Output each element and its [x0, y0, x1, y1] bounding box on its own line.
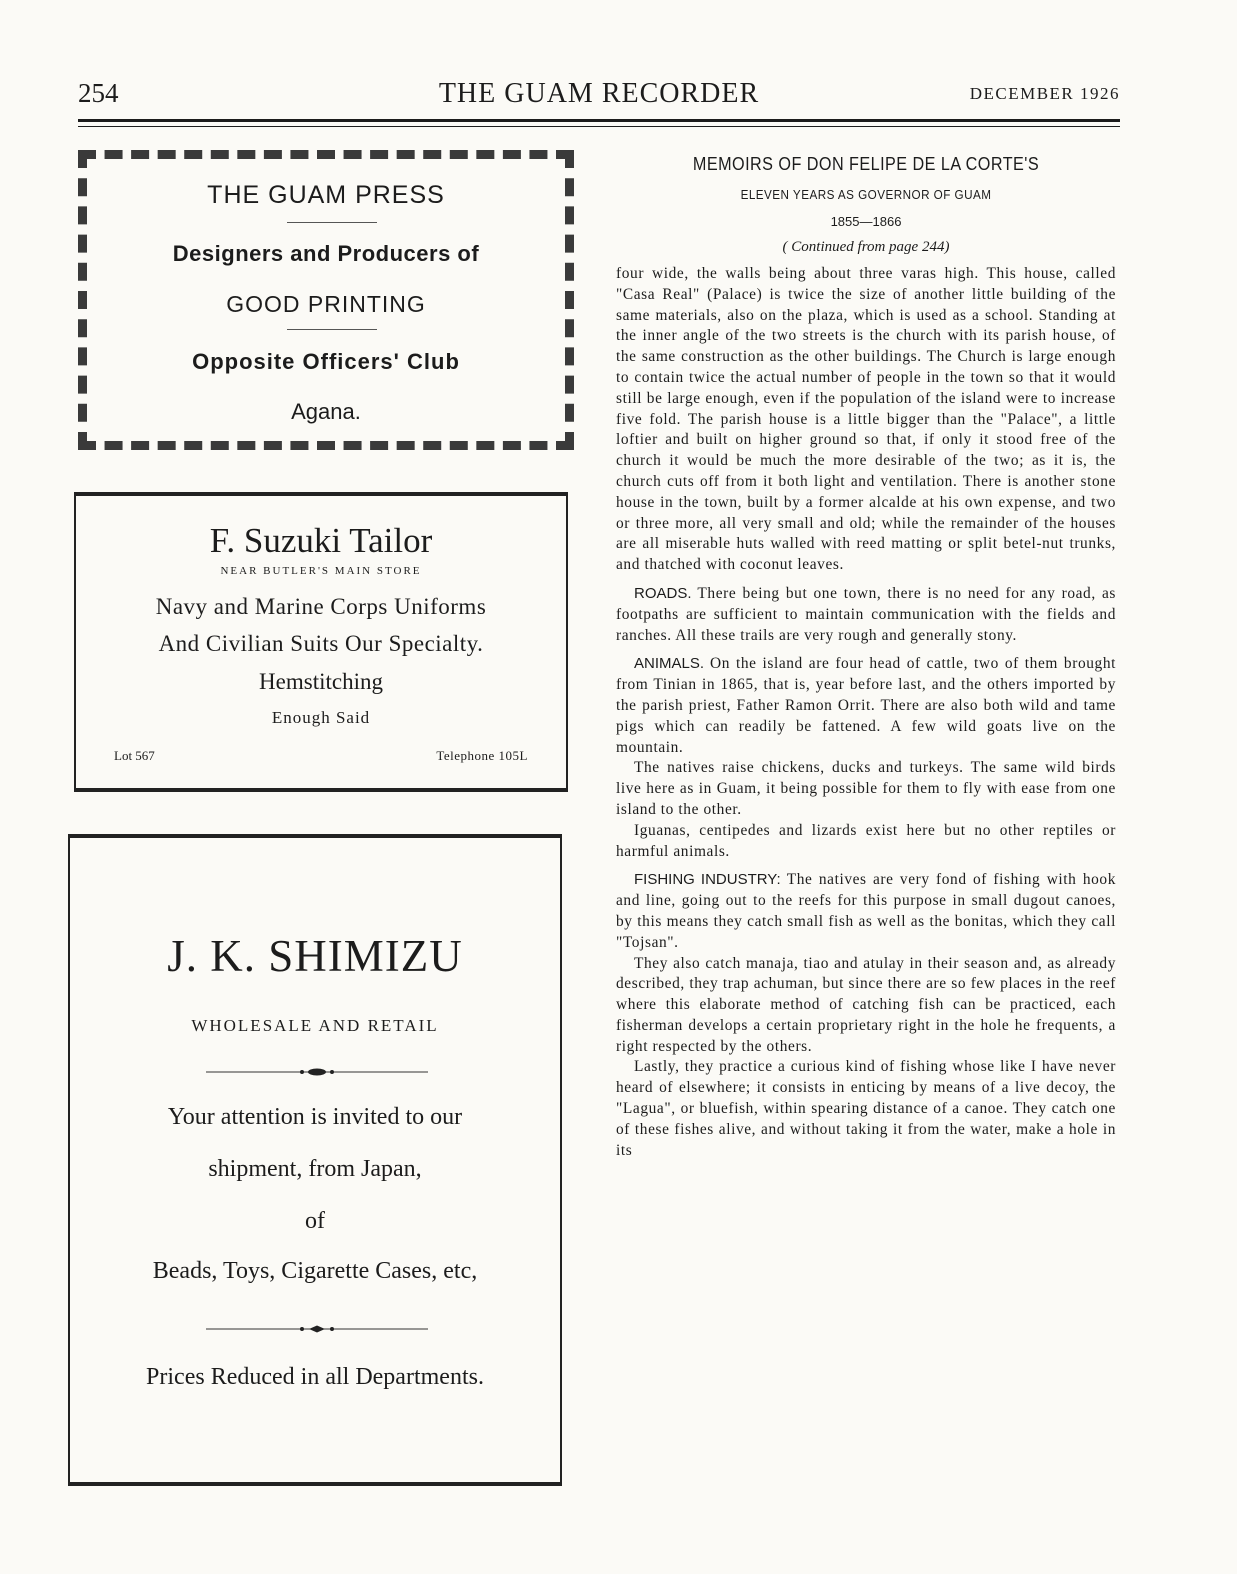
article-paragraph: Iguanas, centipedes and lizards exist here but no other reptiles or harmful animals.: [616, 821, 1116, 860]
ad-suzuki-tailor: [74, 492, 568, 792]
ad-suzuki-name: F. Suzuki Tailor: [209, 521, 433, 560]
page-number: 254: [78, 78, 119, 108]
article-paragraph: The natives raise chickens, ducks and turkeys. The same wild birds live here as in Guam, it being possible for them to fly with ease from one island to the other.: [616, 759, 1116, 818]
article-paragraph-animals: [616, 654, 1116, 758]
section-heading-roads: ROADS.: [634, 584, 692, 602]
ad-shimizu-line4: Beads, Toys, Cigarette Cases, etc,: [152, 1258, 478, 1284]
ad-suzuki-line2: And Civilian Suits Our Specialty.: [158, 631, 484, 656]
issue-date: DECEMBER 1926: [969, 84, 1120, 103]
ad-shimizu: [68, 834, 562, 1486]
ad-shimizu-tagline: WHOLESALE AND RETAIL: [191, 1016, 439, 1035]
article-continued-note: ( Continued from page 244): [782, 239, 950, 255]
publication-title: THE GUAM RECORDER: [438, 78, 760, 109]
article-paragraph-text: There being but one town, there is no need for any road, as footpaths are sufficient to maintain communication with the fields and ranches. All these trails are very rough and generally stony.: [616, 584, 1116, 644]
header-rule-thin: [78, 126, 1120, 127]
article-paragraph-text: The natives are very fond of fishing with hook and line, going out to the reefs for this purpose in small dugout canoes, by this means they catch small fish as well as the bonitas, which they call "Tojsan".: [616, 871, 1117, 951]
article-subtitle: ELEVEN YEARS AS GOVERNOR OF GUAM: [740, 187, 992, 202]
ad-shimizu-line2: shipment, from Japan,: [208, 1156, 422, 1182]
ad-guam-press-line4: Agana.: [291, 399, 361, 424]
ad-guam-press-line2: GOOD PRINTING: [226, 291, 426, 317]
ad-suzuki-line1: Navy and Marine Corps Uniforms: [155, 594, 487, 619]
ornament-divider: [206, 1325, 428, 1333]
article-paragraph: They also catch manaja, tiao and atulay in their season and, as already described, they trap achuman, but since there are so few places in the reef where this elaborate method of catching fish can be practiced, each fisherman develops a certain proprietary right in the hole he frequents, a right respected by the others.: [616, 954, 1116, 1055]
ad-shimizu-line3: of: [305, 1208, 325, 1234]
ad-shimizu-line1: Your attention is invited to our: [167, 1104, 463, 1130]
ad-shimizu-line5: Prices Reduced in all Departments.: [146, 1364, 484, 1390]
article-paragraph-fishing: [616, 870, 1116, 953]
article-paragraph-text: On the island are four head of cattle, two of them brought from Tinian in 1865, that is, year before last, and the others imported by the parish priest, Father Ramon Orrit. There are also both wild and tame pigs which can readily be fattened. A few wild goats live on the mountain.: [616, 655, 1116, 756]
divider: [287, 329, 377, 330]
article-years: 1855—1866: [830, 214, 902, 229]
article-memoirs: [616, 150, 1116, 1161]
article-paragraph: Lastly, they practice a curious kind of fishing whose like I have never heard of elsewhere; it consists in enticing by means of a live decoy, the "Lagua", or bluefish, within spearing distance of a canoe. They catch one of these fishes alive, and without taking it from the water, make a hole in its: [616, 1058, 1116, 1159]
section-heading-animals: ANIMALS.: [634, 655, 705, 673]
ad-suzuki-telephone: Telephone 105L: [436, 748, 528, 763]
article-paragraph: four wide, the walls being about three varas high. This house, called "Casa Real" (Palace) is twice the size of another little building of the same materials, also on the plaza, which is used as a school. Standing at the inner angle of the two streets is the church with its parish house, of the same construction as the other buildings. The Church is large enough to contain twice the actual number of people in the town so that it would still be large enough, even if the population of the island were to increase five fold. The parish house is a little bigger than the "Palace", a little loftier and built on higher ground so that, if only it stood free of the church it would be much the more desirable of the two; as it is, the church cuts off from it both light and ventilation. There is another stone house in the town, built by a former alcalde at his own expense, and two or three more, all very small and old; while the remainder of the houses are all miserable huts walled with reed matting or split betel-nut trunks, and thatched with coconut leaves.: [616, 265, 1116, 574]
ad-suzuki-line4: Enough Said: [271, 708, 371, 727]
ad-suzuki-location: NEAR BUTLER'S MAIN STORE: [220, 565, 422, 577]
ad-suzuki-line3: Hemstitching: [259, 669, 383, 694]
article-title: MEMOIRS OF DON FELIPE DE LA CORTE'S: [692, 154, 1040, 174]
ornament-divider: [206, 1068, 428, 1076]
ad-guam-press: [78, 150, 574, 450]
ad-guam-press-line3: Opposite Officers' Club: [192, 349, 460, 374]
ad-guam-press-name: THE GUAM PRESS: [207, 181, 445, 209]
header-rule-thick: [78, 119, 1120, 122]
ad-shimizu-name: J. K. SHIMIZU: [167, 931, 463, 981]
divider: [287, 222, 377, 223]
ad-suzuki-lot: Lot 567: [114, 748, 155, 763]
ad-guam-press-line1: Designers and Producers of: [172, 241, 480, 266]
section-heading-fishing: FISHING INDUSTRY:: [634, 871, 781, 889]
article-paragraph-roads: [616, 584, 1116, 646]
page-header: [78, 78, 1120, 114]
